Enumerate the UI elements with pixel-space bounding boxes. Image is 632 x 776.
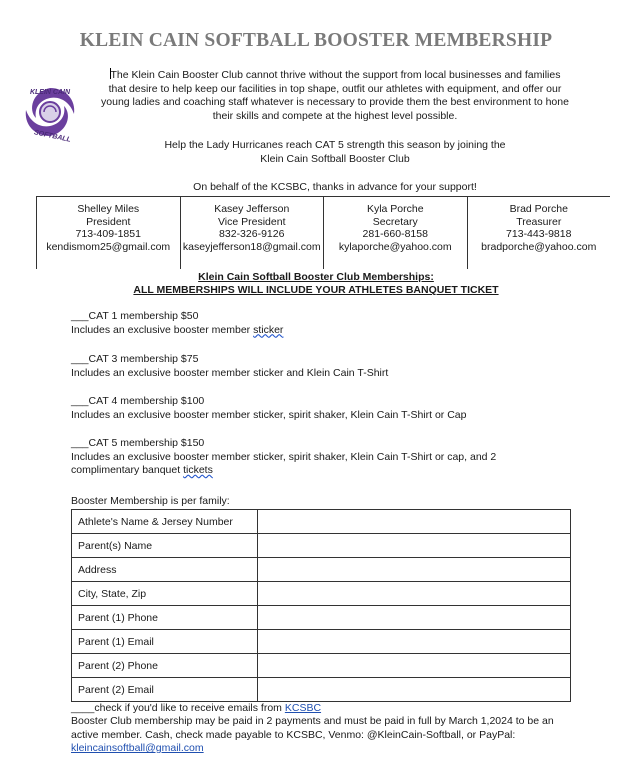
tier-title: ___CAT 1 membership $50 — [71, 310, 199, 322]
klein-cain-softball-logo — [18, 80, 82, 144]
officer-name: Brad Porche — [509, 203, 568, 215]
tier-description: Includes an exclusive booster member sticker, spirit shaker, Klein Cain T-Shirt or Cap — [71, 408, 467, 421]
tier-title: ___CAT 3 membership $75 — [71, 353, 199, 365]
logo-top-text: KLEIN CAIN — [29, 89, 71, 96]
form-row — [72, 558, 571, 582]
field-label: Parent (2) Phone — [72, 654, 258, 678]
officer-name: Kyla Porche — [366, 203, 424, 215]
officer-email[interactable]: kaseyjefferson18@gmail.com — [182, 240, 321, 253]
field-input[interactable] — [258, 606, 571, 630]
field-label: Parent (2) Email — [72, 678, 258, 702]
field-input[interactable] — [258, 630, 571, 654]
form-row — [72, 678, 571, 702]
field-label: City, State, Zip — [72, 582, 258, 606]
tier-cat1 — [71, 310, 591, 337]
form-row — [72, 582, 571, 606]
officer-role: Secretary — [372, 215, 418, 228]
tier-description: Includes an exclusive booster member sticker, spirit shaker, Klein Cain T-Shirt or cap, and 2 complimentary banquet tickets — [71, 450, 497, 476]
field-label: Parent (1) Email — [72, 630, 258, 654]
memberships-subheading: ALL MEMBERSHIPS WILL INCLUDE YOUR ATHLETES BANQUET TICKET — [133, 284, 499, 296]
tier-cat3 — [71, 353, 591, 380]
officer-treasurer — [468, 197, 611, 269]
tier-cat5 — [71, 437, 521, 478]
paypal-email-link[interactable]: kleincainsoftball@gmail.com — [71, 742, 204, 754]
field-input[interactable] — [258, 678, 571, 702]
officer-president — [36, 197, 181, 269]
help-line-1: Help the Lady Hurricanes reach CAT 5 strength this season by joining the — [164, 139, 506, 151]
form-row — [72, 630, 571, 654]
help-line-2: Klein Cain Softball Booster Club — [260, 152, 410, 165]
help-message — [100, 139, 570, 166]
intro-text: The Klein Cain Booster Club cannot thrive without the support from local businesses and families that desire to help keep our facilities in top shape, outfit our athletes with equipment, and offer our young ladies and coaching staff whatever is necessary to provide them the best environment to hone their skills and compete at the highest level possible. — [101, 69, 569, 122]
field-label: Address — [72, 558, 258, 582]
page-title: KLEIN CAIN SOFTBALL BOOSTER MEMBERSHIP — [79, 30, 553, 51]
thanks-message: On behalf of the KCSBC, thanks in advance for your support! — [193, 181, 477, 193]
field-label: Parent(s) Name — [72, 534, 258, 558]
form-row — [72, 606, 571, 630]
officer-phone: 281-660-8158 — [362, 228, 428, 240]
officer-role: Treasurer — [516, 215, 562, 228]
kcsbc-link[interactable]: KCSBC — [284, 702, 322, 714]
officer-email[interactable]: bradporche@yahoo.com — [481, 240, 597, 253]
tier-cat4 — [71, 395, 591, 422]
payment-info: Booster Club membership may be paid in 2 payments and must be paid in full by March 1,2024 to be an active member. Cash, check made payable to KCSBC, Venmo: @KleinCain-Softball, or PayPal: kleincainsoftball@gmail.com — [71, 715, 554, 754]
per-family-note: Booster Membership is per family: — [71, 495, 230, 507]
officer-phone: 713-409-1851 — [75, 228, 141, 240]
officer-phone: 832-326-9126 — [219, 228, 285, 240]
tier-title: ___CAT 5 membership $150 — [71, 437, 205, 449]
field-label: Athlete's Name & Jersey Number — [72, 510, 258, 534]
membership-form — [71, 509, 571, 702]
officer-role: Vice President — [217, 215, 286, 228]
officer-role: President — [86, 215, 131, 228]
officers-table — [36, 196, 610, 269]
email-optin-line[interactable]: ____check if you'd like to receive emails from KCSBC — [71, 702, 322, 714]
tier-description: Includes an exclusive booster member sticker and Klein Cain T-Shirt — [71, 366, 389, 379]
officer-secretary — [324, 197, 468, 269]
form-row — [72, 534, 571, 558]
officer-email[interactable]: kylaporche@yahoo.com — [338, 240, 452, 253]
field-input[interactable] — [258, 582, 571, 606]
officer-name: Kasey Jefferson — [214, 203, 290, 215]
tier-description: Includes an exclusive booster member sticker — [71, 323, 284, 336]
field-input[interactable] — [258, 534, 571, 558]
officer-name: Shelley Miles — [77, 203, 140, 215]
tier-title: ___CAT 4 membership $100 — [71, 395, 205, 407]
field-input[interactable] — [258, 654, 571, 678]
logo-bottom-text: SOFTBALL — [33, 129, 72, 144]
form-row — [72, 510, 571, 534]
officer-email[interactable]: kendismom25@gmail.com — [46, 240, 171, 253]
officer-phone: 713-443-9818 — [506, 228, 572, 240]
form-row — [72, 654, 571, 678]
memberships-heading: Klein Cain Softball Booster Club Memberships: — [198, 271, 434, 283]
intro-paragraph — [100, 68, 570, 123]
field-input[interactable] — [258, 558, 571, 582]
officer-vice-president — [181, 197, 325, 269]
field-label: Parent (1) Phone — [72, 606, 258, 630]
field-input[interactable] — [258, 510, 571, 534]
